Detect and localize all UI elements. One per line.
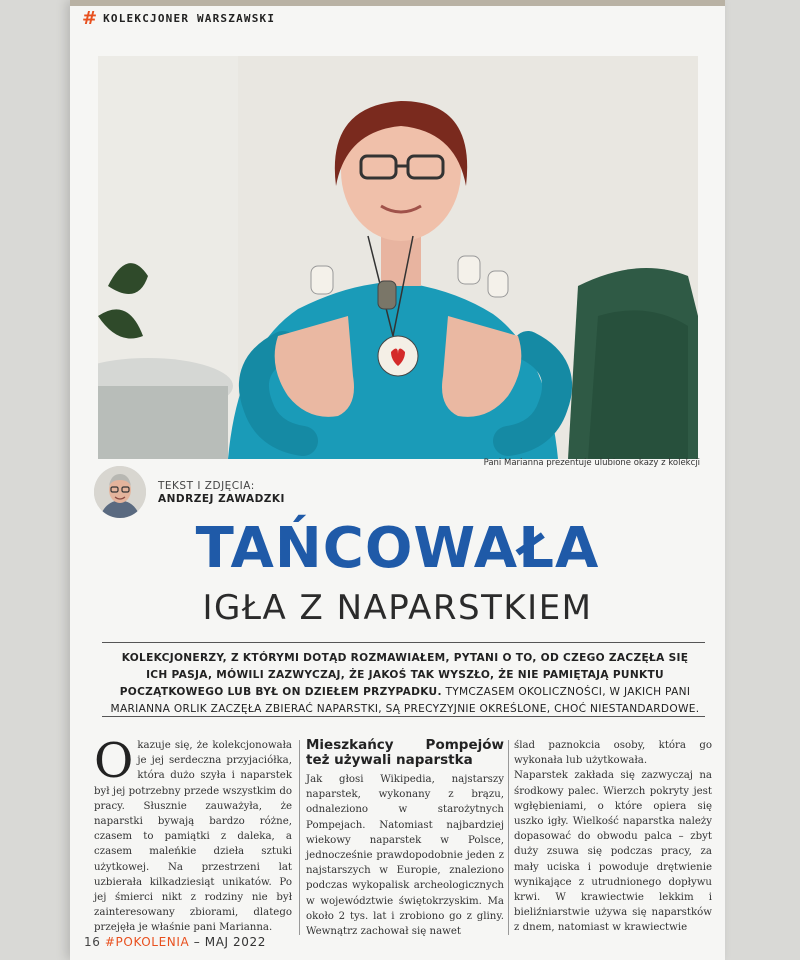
magazine-page [70,0,725,960]
author-avatar [94,466,146,518]
body-text-1: kazuje się, że kolekcjonowała je jej serdeczna przyjaciółka, która dużo szyła i naparstek był jej potrzebny przede wszystkim do pracy. Słusznie zauważyła, że naparstki bywają bardzo różne, czasem to pamiątki z daleka, a czasem maleńkie dzieła sztuki użytkowej. Na przestrzeni lat uzbierała kilkadziesiąt unikatów. Po jej śmierci nikt z rodziny nie był zainteresowany zbiorami, dlatego przejęła je właśnie pani Marianna. [94,740,292,934]
footer-separator: – [189,935,205,949]
drop-cap: O [94,733,134,789]
page-footer [84,935,266,949]
lead-bold: KOLEKCJONERZY, Z KTÓRYMI DOTĄD ROZMAWIAŁEM, PYTANI O TO, OD CZEGO ZACZĘŁA SIĘ ICH PASJA, MÓWILI ZAZWYCZAJ, ŻE JAKOŚ TAK WYSZŁO, ŻE NIE PAMIĘTAJĄ PUNKTU POCZĄTKOWEGO LUB BYŁ ON DZIEŁEM PRZYPADKU. [119,652,689,698]
column-divider-2 [508,740,509,935]
lead-top-rule [102,642,705,643]
author-credit [158,480,285,505]
author-label: TEKST I ZDJĘCIA: [158,480,255,492]
top-strip [70,0,725,6]
body-column-3 [514,738,712,936]
article-title: TAŃCOWAŁA [195,516,600,581]
lead-rest: TYMCZASEM OKOLICZNOŚCI, W JAKICH PANI MARIANNA ORLIK ZACZĘŁA ZBIERAĆ NAPARSTKI, SĄ PRECYZYJNIE OKREŚLONE, CHOĆ NIESTANDARDOWE. [110,686,700,715]
article-lead [110,650,700,718]
body-column-2 [306,738,504,939]
page-number: 16 [84,935,101,949]
section-title: KOLEKCJONER WARSZAWSKI [103,12,276,25]
section-subhead: Mieszkańcy Pompejów też używali naparstka [306,737,504,768]
lead-bottom-rule [102,716,705,717]
body-text-3b: Naparstek zakłada się zazwyczaj na środkowy palec. Wierzch pokryty jest wgłębieniami, o które opiera się uszko igły. Wielkość naparstka należy dopasować do obwodu palca – zbyt duży zsuwa się podczas pracy, za mały uciska i powoduje drętwienie wynikające z utrudnionego dopływu krwi. W krawiectwie lekkim i bieliźniarstwie używa się naparstków z dnem, natomiast w krawiectwie [514,770,712,934]
column-divider-1 [299,740,300,935]
body-text-3a: ślad paznokcia osoby, która go wykonała lub użytkowała. [514,740,712,767]
article-subtitle: IGŁA Z NAPARSTKIEM [202,588,593,628]
woman-photo-illustration [98,56,698,459]
issue-date: MAJ 2022 [204,935,266,949]
photo-caption: Pani Marianna prezentuje ulubione okazy z kolekcji [483,458,700,468]
main-photo [98,56,698,459]
magazine-name: #POKOLENIA [104,935,190,949]
body-text-2: Jak głosi Wikipedia, najstarszy naparstek, wykonany z brązu, odnaleziono w starożytnych Pompejach. Natomiast najbardziej wiekowy naparstek w Polsce, jednocześnie prawdopodobnie jeden z najstarszych w Europie, znaleziono podczas wykopalisk archeologicznych w województwie świętokrzyskim. Ma około 2 tys. lat i zrobiono go z gliny. Wewnątrz zachował się nawet [306,774,504,938]
author-name: ANDRZEJ ZAWADZKI [158,493,285,505]
body-column-1 [94,733,292,936]
section-header [82,8,275,29]
hash-icon: # [82,8,98,29]
author-portrait-illustration [94,466,146,518]
